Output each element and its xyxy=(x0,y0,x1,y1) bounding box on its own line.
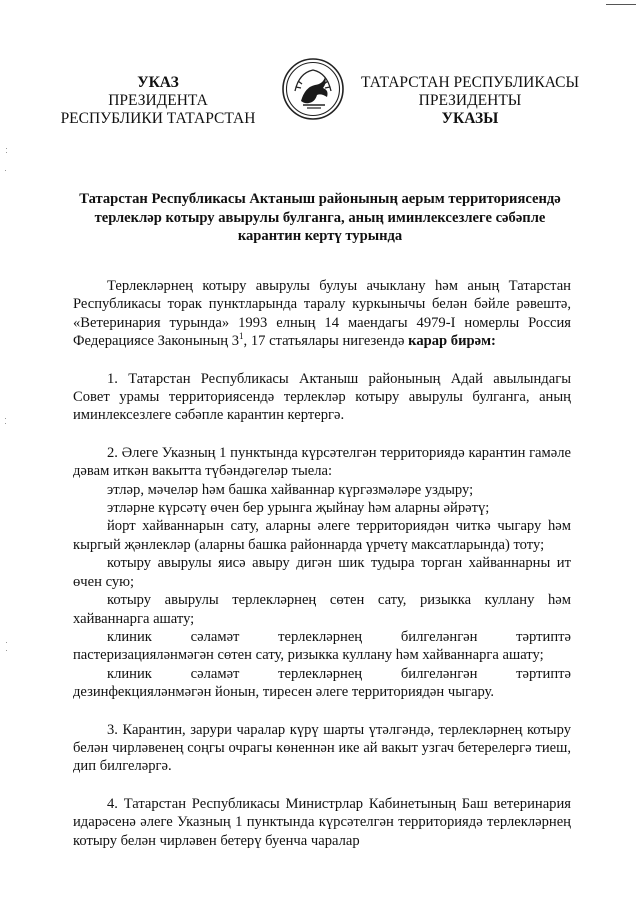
decree-body xyxy=(73,277,571,850)
header-left xyxy=(58,74,258,128)
header-right xyxy=(355,74,585,128)
paragraph-2-item: котыру авырулы терлекләрнең сөтен сату, ризыкка куллану һәм хайваннарга ашату; xyxy=(73,592,571,627)
scan-mark xyxy=(606,4,636,5)
title-line: Татарстан Республикасы Актаныш районының аерым территориясендә xyxy=(79,191,561,207)
paragraph-2-item: котыру авырулы яисә авыру дигән шик тудыра торган хайваннарны ит өчен сую; xyxy=(73,555,571,590)
paragraph-3: 3. Карантин, зарури чаралар күрү шарты үтәлгәндә, терлекләрнең котыру белән чирләвенең соңгы очрагы көненнән ике ай вакыт узгач бетерелергә тиеш, дип билгеләргә. xyxy=(73,721,571,775)
header-left-line: УКАЗ xyxy=(137,74,179,91)
scan-dot xyxy=(6,642,7,643)
preamble xyxy=(73,277,571,351)
paragraph-1: 1. Татарстан Республикасы Актаныш районының Адай авылындагы Совет урамы территориясендә терлекләр котыру авырулы булганга, аның иминлексезлеге сәбәпле карантин кертергә. xyxy=(73,370,571,424)
scan-dot xyxy=(6,148,7,149)
preamble-text-2: , 17 статьялары нигезендә xyxy=(243,333,409,350)
paragraph-2-item: йорт хайваннарын сату, аларны әлеге территориядән читкә чыгару һәм кыргый җәнлекләр (аларны башка районнарда үрчетү максатларында) тоту; xyxy=(73,518,571,553)
title-line: терлекләр котыру авырулы булганга, аның иминлексезлеге сәбәпле xyxy=(94,209,546,226)
paragraph-4: 4. Татарстан Республикасы Министрлар Кабинетының Баш ветеринария идарәсенә әлеге Указның 1 пунктында күрсәтелгән территориядә терлекләрнең котыру белән чирләвен бетерү буенча чаралар xyxy=(73,795,571,849)
preamble-resolution: карар бирәм: xyxy=(408,333,496,350)
preamble-superscript: 1 xyxy=(239,331,244,342)
title-line: карантин кертү турында xyxy=(237,228,403,244)
paragraph-2-item: клиник сәламәт терлекләрнең билгеләнгән тәртиптә пастеризацияләнмәгән сөтен сату, ризыкка куллану һәм хайваннарга ашату; xyxy=(73,628,571,664)
scan-dot xyxy=(6,152,7,153)
scan-dot xyxy=(5,418,6,419)
header-right-line: УКАЗЫ xyxy=(441,110,499,127)
header-left-line: РЕСПУБЛИКИ ТАТАРСТАН xyxy=(60,110,256,127)
paragraph-2-item: этләрне күрсәтү өчен бер урынга җыйнау һәм аларны әйрәтү; xyxy=(107,500,490,517)
header-left-line: ПРЕЗИДЕНТА xyxy=(108,92,208,109)
scan-dot xyxy=(6,650,7,651)
header-right-line: ПРЕЗИДЕНТЫ xyxy=(418,92,522,109)
paragraph-2: 2. Әлеге Указның 1 пунктында күрсәтелгән территориядә карантин гамәле дәвам иткән вакытта түбәндәгеләр тыела: xyxy=(73,444,571,480)
scan-dot xyxy=(5,170,6,171)
coat-of-arms-emblem-icon xyxy=(281,57,345,121)
paragraph-2-item: клиник сәламәт терлекләрнең билгеләнгән тәртиптә дезинфекцияләнмәгән йонын, тиресен әлеге территориядән чыгару. xyxy=(73,665,571,701)
decree-title xyxy=(70,190,570,246)
preamble-text: Терлекләрнең котыру авырулы булуы ачыклану һәм аның Татарстан Республикасы торак пунктларында таралу куркынычы белән бәйле рәвештә, «Ветеринария турында» 1993 елның 14 маендагы 4979-I номерлы Россия Федерациясе Законының 3 xyxy=(73,278,571,350)
paragraph-2-item: этләр, мәчеләр һәм башка хайваннар күргәзмәләре уздыру; xyxy=(107,481,474,498)
scan-dot xyxy=(5,423,6,424)
header-right-line: ТАТАРСТАН РЕСПУБЛИКАСЫ xyxy=(361,74,579,91)
